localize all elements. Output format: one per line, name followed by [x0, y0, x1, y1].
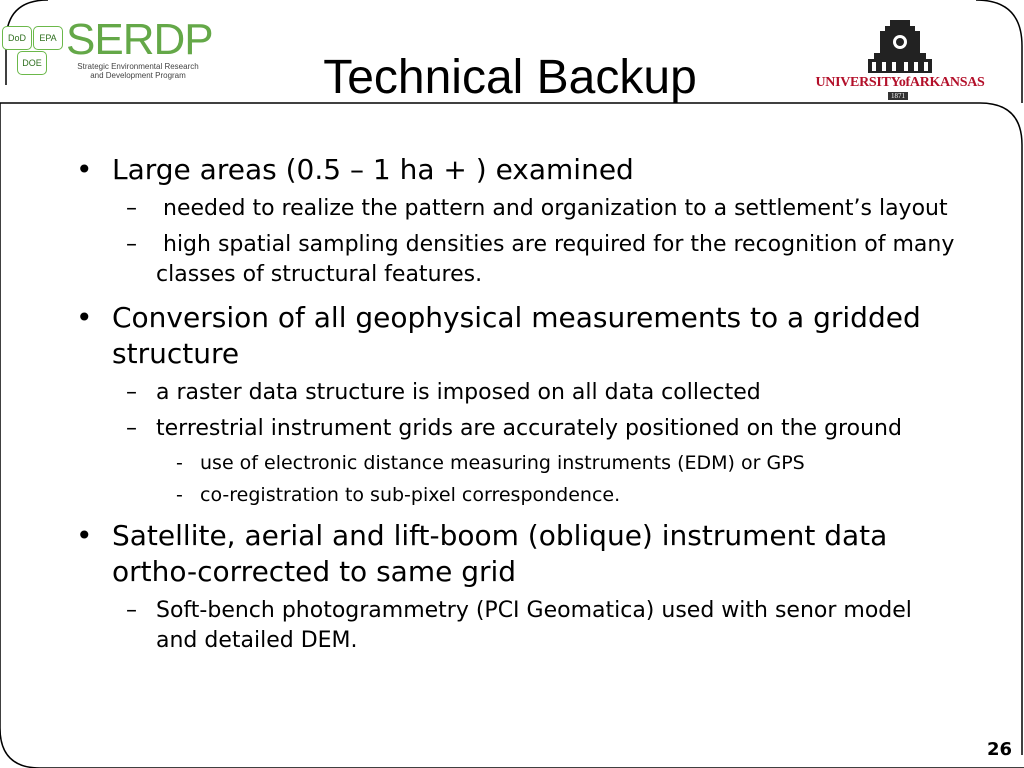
sub-bullet-marker: –: [126, 598, 137, 623]
serdp-tagline: [68, 62, 208, 80]
sub-sub-bullet-marker: -: [176, 452, 183, 474]
bullet-text: Conversion of all geophysical measurements to a gridded structure: [112, 301, 921, 370]
sub-bullet-marker: –: [126, 380, 137, 405]
sub-sub-bullet-item: [176, 450, 956, 476]
sub-bullet-text: Soft-bench photogrammetry (PCI Geomatica) used with senor model and detailed DEM.: [156, 598, 912, 653]
bullet-text: Satellite, aerial and lift-boom (oblique) instrument data ortho-corrected to same grid: [112, 519, 888, 588]
slide-title: Technical Backup: [323, 51, 697, 104]
university-name: UNIVERSITYofARKANSAS: [815, 75, 985, 90]
sub-bullet-text: terrestrial instrument grids are accurately positioned on the ground: [156, 416, 902, 441]
serdp-tagline-line-2: and Development Program: [90, 71, 186, 80]
bullet-marker: •: [76, 519, 93, 552]
sub-bullet-text: high spatial sampling densities are required for the recognition of many classes of structural features.: [156, 232, 962, 287]
serdp-wordmark: SERDP: [66, 15, 213, 64]
sub-bullet-item: [126, 194, 956, 224]
doe-puzzle-piece: DOE: [17, 51, 47, 75]
sub-bullet-marker: –: [126, 232, 137, 257]
bullet-text: Large areas (0.5 – 1 ha + ) examined: [112, 153, 634, 186]
sub-bullet-item: [126, 596, 956, 656]
sub-bullet-marker: –: [126, 416, 137, 441]
dod-puzzle-piece: DoD: [2, 26, 32, 50]
sub-sub-bullet-text: co-registration to sub-pixel correspondence.: [200, 484, 621, 506]
sub-sub-bullet-item: [176, 482, 956, 508]
epa-puzzle-piece: EPA: [33, 26, 63, 50]
bullet-item: [76, 152, 956, 188]
bullet-marker: •: [76, 301, 93, 334]
sub-bullet-marker: –: [126, 196, 137, 221]
slide-content: [76, 152, 962, 656]
sub-sub-bullet-text: use of electronic distance measuring instruments (EDM) or GPS: [200, 452, 805, 474]
serdp-logo: [2, 14, 213, 84]
old-main-building-icon: [800, 20, 1000, 76]
sub-bullet-text: needed to realize the pattern and organization to a settlement’s layout: [156, 196, 948, 221]
sub-bullet-item: [126, 230, 962, 290]
sub-sub-bullet-marker: -: [176, 484, 183, 506]
bullet-marker: •: [76, 153, 93, 186]
sub-bullet-item: [126, 414, 956, 444]
bullet-item: [76, 518, 956, 590]
sub-bullet-item: [126, 378, 956, 408]
page-number: 26: [986, 739, 1012, 760]
serdp-tagline-line-1: Strategic Environmental Research: [77, 62, 199, 71]
bullet-item: [76, 300, 956, 372]
sub-bullet-text: a raster data structure is imposed on all data collected: [156, 380, 761, 405]
university-of-arkansas-logo: [800, 20, 1000, 102]
university-founding-year: 1871: [888, 92, 908, 100]
